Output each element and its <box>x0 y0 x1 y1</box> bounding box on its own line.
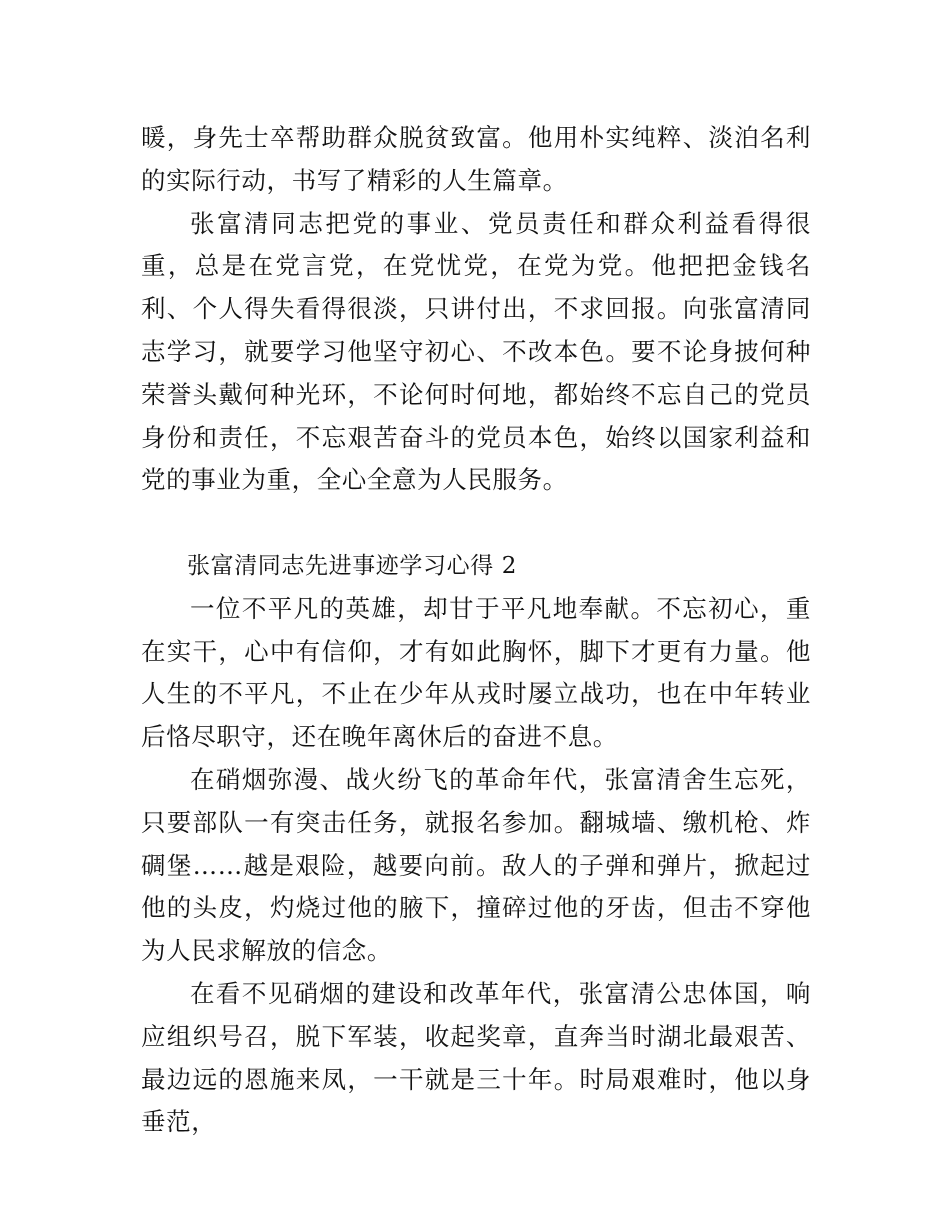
paragraph: 张富清同志把党的事业、党员责任和群众利益看得很重，总是在党言党，在党忧党，在党为党。他把把金钱名利、个人得失看得很淡，只讲付出，不求回报。向张富清同志学习，就要学习他坚守初心、不改本色。要不论身披何种荣誉头戴何种光环，不论何时何地，都始终不忘自己的党员身份和责任，不忘艰苦奋斗的党员本色，始终以国家利益和党的事业为重，全心全意为人民服务。 <box>141 208 811 495</box>
paragraph: 在硝烟弥漫、战火纷飞的革命年代，张富清舍生忘死，只要部队一有突击任务，就报名参加。翻城墙、缴机枪、炸碉堡……越是艰险，越要向前。敌人的子弹和弹片，掀起过他的头皮，灼烧过他的腋下，撞碎过他的牙齿，但击不穿他为人民求解放的信念。 <box>141 764 811 966</box>
paragraph-continuation: 暖，身先士卒帮助群众脱贫致富。他用朴实纯粹、淡泊名利的实际行动，书写了精彩的人生篇章。 <box>141 123 811 195</box>
section-spacer <box>141 502 811 545</box>
document-body <box>141 117 811 1144</box>
paragraph: 一位不平凡的英雄，却甘于平凡地奉献。不忘初心，重在实干，心中有信仰，才有如此胸怀，脚下才更有力量。他人生的不平凡，不止在少年从戎时屡立战功，也在中年转业后恪尽职守，还在晚年离休后的奋进不息。 <box>141 593 811 752</box>
section-heading: 张富清同志先进事迹学习心得 2 <box>187 552 517 579</box>
paragraph: 在看不见硝烟的建设和改革年代，张富清公忠体国，响应组织号召，脱下军装，收起奖章，直奔当时湖北最艰苦、最边远的恩施来凤，一干就是三十年。时局艰难时，他以身垂范， <box>141 978 811 1137</box>
